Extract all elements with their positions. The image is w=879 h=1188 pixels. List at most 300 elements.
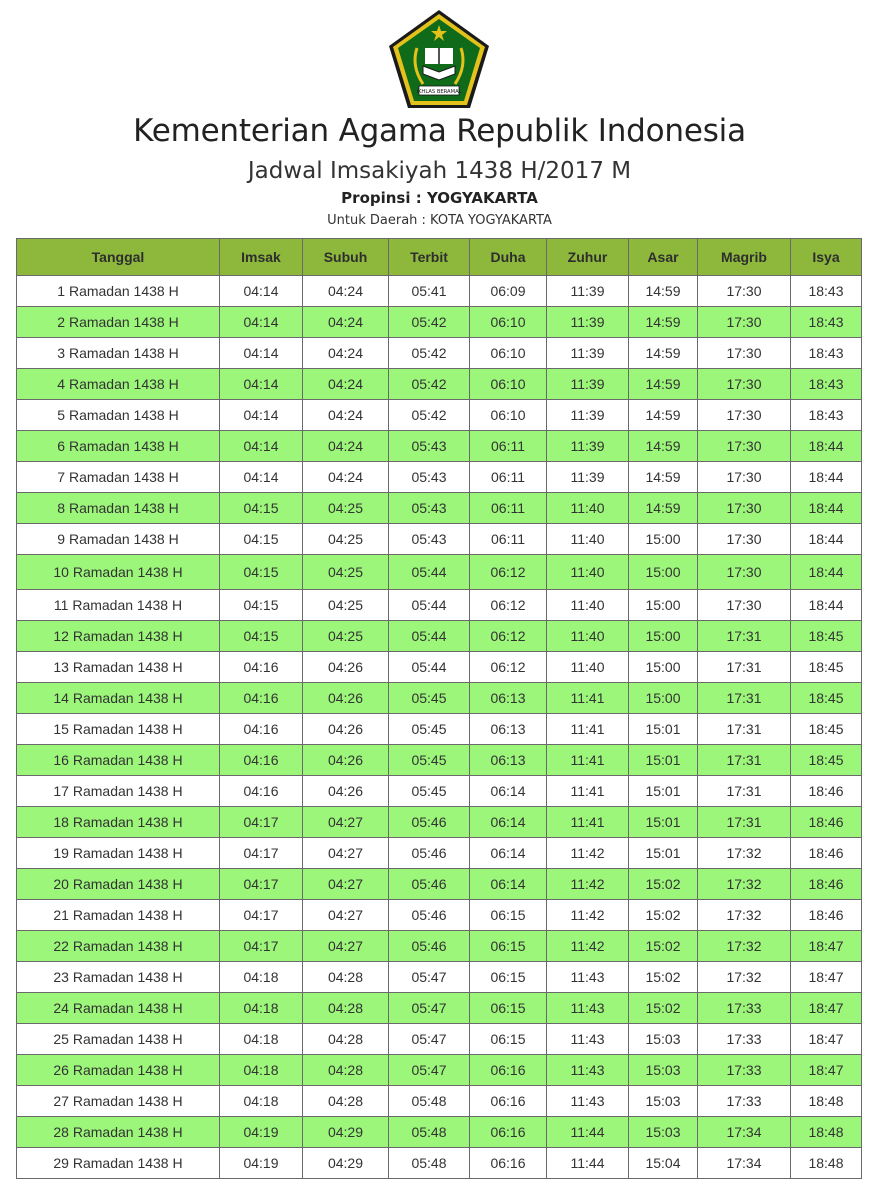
cell-asar: 15:00 [629,683,698,714]
cell-subuh: 04:26 [303,683,389,714]
cell-asar: 15:00 [629,524,698,555]
cell-magrib: 17:30 [698,462,791,493]
cell-isya: 18:44 [791,431,862,462]
cell-terbit: 05:45 [389,714,470,745]
column-header-isya: Isya [791,239,862,276]
cell-magrib: 17:33 [698,1055,791,1086]
cell-zuhur: 11:41 [547,714,629,745]
cell-duha: 06:14 [470,807,547,838]
table-header-row [17,239,862,276]
cell-terbit: 05:43 [389,462,470,493]
cell-subuh: 04:24 [303,431,389,462]
cell-isya: 18:43 [791,400,862,431]
cell-magrib: 17:30 [698,524,791,555]
cell-magrib: 17:30 [698,493,791,524]
table-row [17,400,862,431]
cell-terbit: 05:44 [389,621,470,652]
cell-imsak: 04:14 [220,462,303,493]
imsakiyah-schedule-table [16,238,862,1179]
cell-asar: 14:59 [629,276,698,307]
cell-isya: 18:48 [791,1086,862,1117]
cell-isya: 18:46 [791,900,862,931]
cell-tanggal: 24 Ramadan 1438 H [17,993,220,1024]
cell-zuhur: 11:39 [547,400,629,431]
page-title: Kementerian Agama Republik Indonesia [133,113,746,149]
cell-isya: 18:46 [791,776,862,807]
cell-tanggal: 25 Ramadan 1438 H [17,1024,220,1055]
cell-subuh: 04:28 [303,1024,389,1055]
cell-tanggal: 21 Ramadan 1438 H [17,900,220,931]
cell-subuh: 04:24 [303,276,389,307]
table-row [17,1086,862,1117]
cell-tanggal: 28 Ramadan 1438 H [17,1117,220,1148]
cell-subuh: 04:24 [303,400,389,431]
cell-tanggal: 13 Ramadan 1438 H [17,652,220,683]
cell-terbit: 05:47 [389,1055,470,1086]
cell-isya: 18:47 [791,1024,862,1055]
table-row [17,276,862,307]
cell-terbit: 05:44 [389,652,470,683]
cell-asar: 15:01 [629,838,698,869]
cell-imsak: 04:18 [220,1024,303,1055]
cell-magrib: 17:33 [698,993,791,1024]
cell-terbit: 05:48 [389,1148,470,1179]
cell-terbit: 05:44 [389,590,470,621]
province-label: Propinsi : YOGYAKARTA [341,189,538,207]
cell-imsak: 04:14 [220,431,303,462]
cell-magrib: 17:31 [698,652,791,683]
cell-asar: 15:00 [629,555,698,590]
cell-tanggal: 16 Ramadan 1438 H [17,745,220,776]
cell-isya: 18:45 [791,714,862,745]
cell-zuhur: 11:43 [547,1055,629,1086]
cell-duha: 06:13 [470,745,547,776]
cell-isya: 18:47 [791,993,862,1024]
cell-terbit: 05:42 [389,400,470,431]
cell-imsak: 04:17 [220,931,303,962]
cell-imsak: 04:18 [220,1086,303,1117]
column-header-duha: Duha [470,239,547,276]
column-header-imsak: Imsak [220,239,303,276]
table-row [17,1024,862,1055]
cell-isya: 18:47 [791,931,862,962]
cell-imsak: 04:16 [220,683,303,714]
cell-terbit: 05:46 [389,807,470,838]
cell-imsak: 04:18 [220,962,303,993]
cell-magrib: 17:31 [698,807,791,838]
region-label: Untuk Daerah : KOTA YOGYAKARTA [327,213,552,228]
cell-tanggal: 15 Ramadan 1438 H [17,714,220,745]
cell-duha: 06:10 [470,400,547,431]
cell-imsak: 04:15 [220,590,303,621]
cell-duha: 06:11 [470,431,547,462]
table-row [17,524,862,555]
cell-asar: 15:02 [629,993,698,1024]
cell-subuh: 04:28 [303,993,389,1024]
cell-asar: 15:03 [629,1086,698,1117]
cell-imsak: 04:17 [220,900,303,931]
cell-asar: 15:02 [629,869,698,900]
cell-tanggal: 17 Ramadan 1438 H [17,776,220,807]
column-header-asar: Asar [629,239,698,276]
cell-magrib: 17:30 [698,338,791,369]
cell-subuh: 04:25 [303,524,389,555]
cell-isya: 18:45 [791,683,862,714]
cell-zuhur: 11:39 [547,307,629,338]
table-row [17,1055,862,1086]
cell-terbit: 05:41 [389,276,470,307]
cell-subuh: 04:27 [303,931,389,962]
cell-terbit: 05:46 [389,931,470,962]
cell-magrib: 17:32 [698,962,791,993]
table-row [17,714,862,745]
table-row [17,931,862,962]
emblem-motto: IKHLAS BERAMAL [416,89,462,95]
cell-magrib: 17:30 [698,276,791,307]
cell-imsak: 04:16 [220,776,303,807]
cell-subuh: 04:26 [303,714,389,745]
cell-tanggal: 22 Ramadan 1438 H [17,931,220,962]
cell-tanggal: 4 Ramadan 1438 H [17,369,220,400]
cell-imsak: 04:14 [220,338,303,369]
cell-tanggal: 5 Ramadan 1438 H [17,400,220,431]
cell-magrib: 17:32 [698,900,791,931]
cell-subuh: 04:25 [303,493,389,524]
table-row [17,807,862,838]
table-row [17,338,862,369]
cell-zuhur: 11:42 [547,900,629,931]
cell-asar: 14:59 [629,462,698,493]
cell-zuhur: 11:42 [547,869,629,900]
cell-zuhur: 11:44 [547,1148,629,1179]
cell-asar: 15:01 [629,807,698,838]
cell-zuhur: 11:43 [547,962,629,993]
table-row [17,869,862,900]
cell-duha: 06:12 [470,555,547,590]
cell-duha: 06:13 [470,683,547,714]
cell-isya: 18:43 [791,369,862,400]
table-row [17,590,862,621]
cell-terbit: 05:43 [389,493,470,524]
cell-imsak: 04:15 [220,621,303,652]
cell-zuhur: 11:40 [547,493,629,524]
cell-asar: 15:00 [629,652,698,683]
table-row [17,431,862,462]
cell-tanggal: 6 Ramadan 1438 H [17,431,220,462]
cell-asar: 14:59 [629,369,698,400]
cell-imsak: 04:15 [220,493,303,524]
cell-subuh: 04:24 [303,338,389,369]
cell-zuhur: 11:41 [547,807,629,838]
table-row [17,369,862,400]
cell-terbit: 05:42 [389,338,470,369]
cell-isya: 18:43 [791,338,862,369]
cell-duha: 06:14 [470,776,547,807]
cell-subuh: 04:28 [303,1086,389,1117]
cell-asar: 15:01 [629,745,698,776]
table-row [17,493,862,524]
table-row [17,776,862,807]
cell-imsak: 04:18 [220,1055,303,1086]
cell-isya: 18:45 [791,745,862,776]
cell-zuhur: 11:43 [547,993,629,1024]
cell-duha: 06:12 [470,652,547,683]
cell-imsak: 04:17 [220,807,303,838]
cell-magrib: 17:31 [698,776,791,807]
cell-subuh: 04:27 [303,838,389,869]
cell-imsak: 04:14 [220,276,303,307]
cell-duha: 06:10 [470,338,547,369]
table-row [17,962,862,993]
cell-magrib: 17:30 [698,369,791,400]
cell-tanggal: 1 Ramadan 1438 H [17,276,220,307]
cell-duha: 06:15 [470,1024,547,1055]
cell-isya: 18:47 [791,1055,862,1086]
cell-tanggal: 12 Ramadan 1438 H [17,621,220,652]
cell-magrib: 17:30 [698,307,791,338]
cell-terbit: 05:45 [389,745,470,776]
cell-zuhur: 11:39 [547,276,629,307]
cell-magrib: 17:30 [698,400,791,431]
cell-tanggal: 3 Ramadan 1438 H [17,338,220,369]
cell-tanggal: 26 Ramadan 1438 H [17,1055,220,1086]
cell-zuhur: 11:40 [547,621,629,652]
cell-duha: 06:16 [470,1086,547,1117]
cell-imsak: 04:16 [220,652,303,683]
cell-duha: 06:11 [470,462,547,493]
cell-imsak: 04:16 [220,745,303,776]
cell-zuhur: 11:40 [547,555,629,590]
cell-duha: 06:11 [470,493,547,524]
column-header-magrib: Magrib [698,239,791,276]
cell-magrib: 17:31 [698,745,791,776]
cell-subuh: 04:27 [303,807,389,838]
cell-terbit: 05:42 [389,307,470,338]
cell-duha: 06:14 [470,838,547,869]
cell-asar: 15:03 [629,1055,698,1086]
cell-duha: 06:16 [470,1117,547,1148]
cell-isya: 18:43 [791,307,862,338]
cell-zuhur: 11:41 [547,683,629,714]
cell-terbit: 05:45 [389,776,470,807]
cell-imsak: 04:14 [220,369,303,400]
cell-duha: 06:15 [470,931,547,962]
cell-terbit: 05:48 [389,1086,470,1117]
cell-zuhur: 11:44 [547,1117,629,1148]
cell-tanggal: 20 Ramadan 1438 H [17,869,220,900]
cell-terbit: 05:42 [389,369,470,400]
cell-tanggal: 11 Ramadan 1438 H [17,590,220,621]
table-row [17,683,862,714]
cell-duha: 06:15 [470,993,547,1024]
cell-magrib: 17:31 [698,621,791,652]
cell-terbit: 05:43 [389,431,470,462]
cell-isya: 18:48 [791,1148,862,1179]
cell-tanggal: 10 Ramadan 1438 H [17,555,220,590]
cell-zuhur: 11:42 [547,838,629,869]
cell-subuh: 04:26 [303,776,389,807]
cell-magrib: 17:30 [698,431,791,462]
cell-tanggal: 14 Ramadan 1438 H [17,683,220,714]
cell-tanggal: 9 Ramadan 1438 H [17,524,220,555]
cell-isya: 18:43 [791,276,862,307]
cell-asar: 14:59 [629,493,698,524]
cell-asar: 15:01 [629,776,698,807]
cell-duha: 06:11 [470,524,547,555]
cell-duha: 06:16 [470,1055,547,1086]
cell-terbit: 05:46 [389,869,470,900]
cell-isya: 18:44 [791,462,862,493]
cell-zuhur: 11:39 [547,431,629,462]
cell-isya: 18:44 [791,590,862,621]
cell-magrib: 17:34 [698,1117,791,1148]
cell-isya: 18:44 [791,555,862,590]
cell-asar: 15:02 [629,931,698,962]
cell-asar: 15:01 [629,714,698,745]
cell-isya: 18:46 [791,838,862,869]
cell-zuhur: 11:39 [547,462,629,493]
cell-subuh: 04:24 [303,462,389,493]
cell-isya: 18:45 [791,621,862,652]
cell-magrib: 17:31 [698,683,791,714]
cell-subuh: 04:27 [303,869,389,900]
cell-terbit: 05:45 [389,683,470,714]
cell-imsak: 04:19 [220,1117,303,1148]
cell-subuh: 04:24 [303,369,389,400]
cell-tanggal: 23 Ramadan 1438 H [17,962,220,993]
cell-magrib: 17:32 [698,869,791,900]
cell-terbit: 05:46 [389,838,470,869]
column-header-zuhur: Zuhur [547,239,629,276]
cell-asar: 15:02 [629,962,698,993]
cell-duha: 06:12 [470,590,547,621]
cell-asar: 15:04 [629,1148,698,1179]
column-header-subuh: Subuh [303,239,389,276]
cell-subuh: 04:24 [303,307,389,338]
table-row [17,555,862,590]
cell-magrib: 17:32 [698,931,791,962]
table-row [17,307,862,338]
cell-asar: 15:02 [629,900,698,931]
table-row [17,1117,862,1148]
cell-terbit: 05:43 [389,524,470,555]
cell-terbit: 05:47 [389,1024,470,1055]
cell-terbit: 05:48 [389,1117,470,1148]
cell-imsak: 04:15 [220,555,303,590]
cell-duha: 06:15 [470,900,547,931]
cell-magrib: 17:31 [698,714,791,745]
cell-duha: 06:10 [470,369,547,400]
cell-tanggal: 8 Ramadan 1438 H [17,493,220,524]
cell-asar: 14:59 [629,307,698,338]
cell-imsak: 04:18 [220,993,303,1024]
cell-magrib: 17:32 [698,838,791,869]
cell-imsak: 04:16 [220,714,303,745]
cell-subuh: 04:26 [303,745,389,776]
cell-asar: 14:59 [629,400,698,431]
column-header-tanggal: Tanggal [17,239,220,276]
cell-subuh: 04:28 [303,962,389,993]
cell-duha: 06:14 [470,869,547,900]
cell-zuhur: 11:42 [547,931,629,962]
cell-subuh: 04:25 [303,590,389,621]
cell-magrib: 17:34 [698,1148,791,1179]
table-row [17,652,862,683]
cell-subuh: 04:25 [303,555,389,590]
cell-zuhur: 11:43 [547,1024,629,1055]
cell-terbit: 05:47 [389,993,470,1024]
cell-subuh: 04:29 [303,1117,389,1148]
cell-zuhur: 11:41 [547,776,629,807]
cell-duha: 06:12 [470,621,547,652]
cell-zuhur: 11:43 [547,1086,629,1117]
cell-zuhur: 11:39 [547,369,629,400]
cell-imsak: 04:19 [220,1148,303,1179]
table-row [17,1148,862,1179]
cell-imsak: 04:14 [220,307,303,338]
cell-terbit: 05:46 [389,900,470,931]
cell-zuhur: 11:40 [547,524,629,555]
cell-tanggal: 29 Ramadan 1438 H [17,1148,220,1179]
page-subtitle: Jadwal Imsakiyah 1438 H/2017 M [247,158,632,184]
cell-imsak: 04:17 [220,869,303,900]
cell-isya: 18:48 [791,1117,862,1148]
cell-magrib: 17:33 [698,1086,791,1117]
cell-tanggal: 27 Ramadan 1438 H [17,1086,220,1117]
cell-isya: 18:46 [791,869,862,900]
cell-terbit: 05:47 [389,962,470,993]
cell-tanggal: 7 Ramadan 1438 H [17,462,220,493]
table-row [17,838,862,869]
cell-asar: 14:59 [629,431,698,462]
cell-asar: 15:00 [629,590,698,621]
cell-duha: 06:15 [470,962,547,993]
cell-asar: 15:00 [629,621,698,652]
cell-tanggal: 19 Ramadan 1438 H [17,838,220,869]
cell-imsak: 04:14 [220,400,303,431]
cell-zuhur: 11:39 [547,338,629,369]
cell-subuh: 04:25 [303,621,389,652]
cell-imsak: 04:15 [220,524,303,555]
cell-subuh: 04:27 [303,900,389,931]
cell-magrib: 17:33 [698,1024,791,1055]
cell-isya: 18:45 [791,652,862,683]
table-row [17,621,862,652]
cell-isya: 18:44 [791,493,862,524]
table-row [17,745,862,776]
cell-duha: 06:09 [470,276,547,307]
cell-duha: 06:16 [470,1148,547,1179]
cell-subuh: 04:28 [303,1055,389,1086]
cell-zuhur: 11:41 [547,745,629,776]
column-header-terbit: Terbit [389,239,470,276]
cell-isya: 18:46 [791,807,862,838]
cell-asar: 14:59 [629,338,698,369]
table-row [17,900,862,931]
table-row [17,993,862,1024]
cell-duha: 06:13 [470,714,547,745]
cell-terbit: 05:44 [389,555,470,590]
cell-tanggal: 2 Ramadan 1438 H [17,307,220,338]
cell-magrib: 17:30 [698,555,791,590]
cell-magrib: 17:30 [698,590,791,621]
table-row [17,462,862,493]
cell-isya: 18:47 [791,962,862,993]
cell-isya: 18:44 [791,524,862,555]
cell-asar: 15:03 [629,1024,698,1055]
cell-zuhur: 11:40 [547,652,629,683]
cell-asar: 15:03 [629,1117,698,1148]
